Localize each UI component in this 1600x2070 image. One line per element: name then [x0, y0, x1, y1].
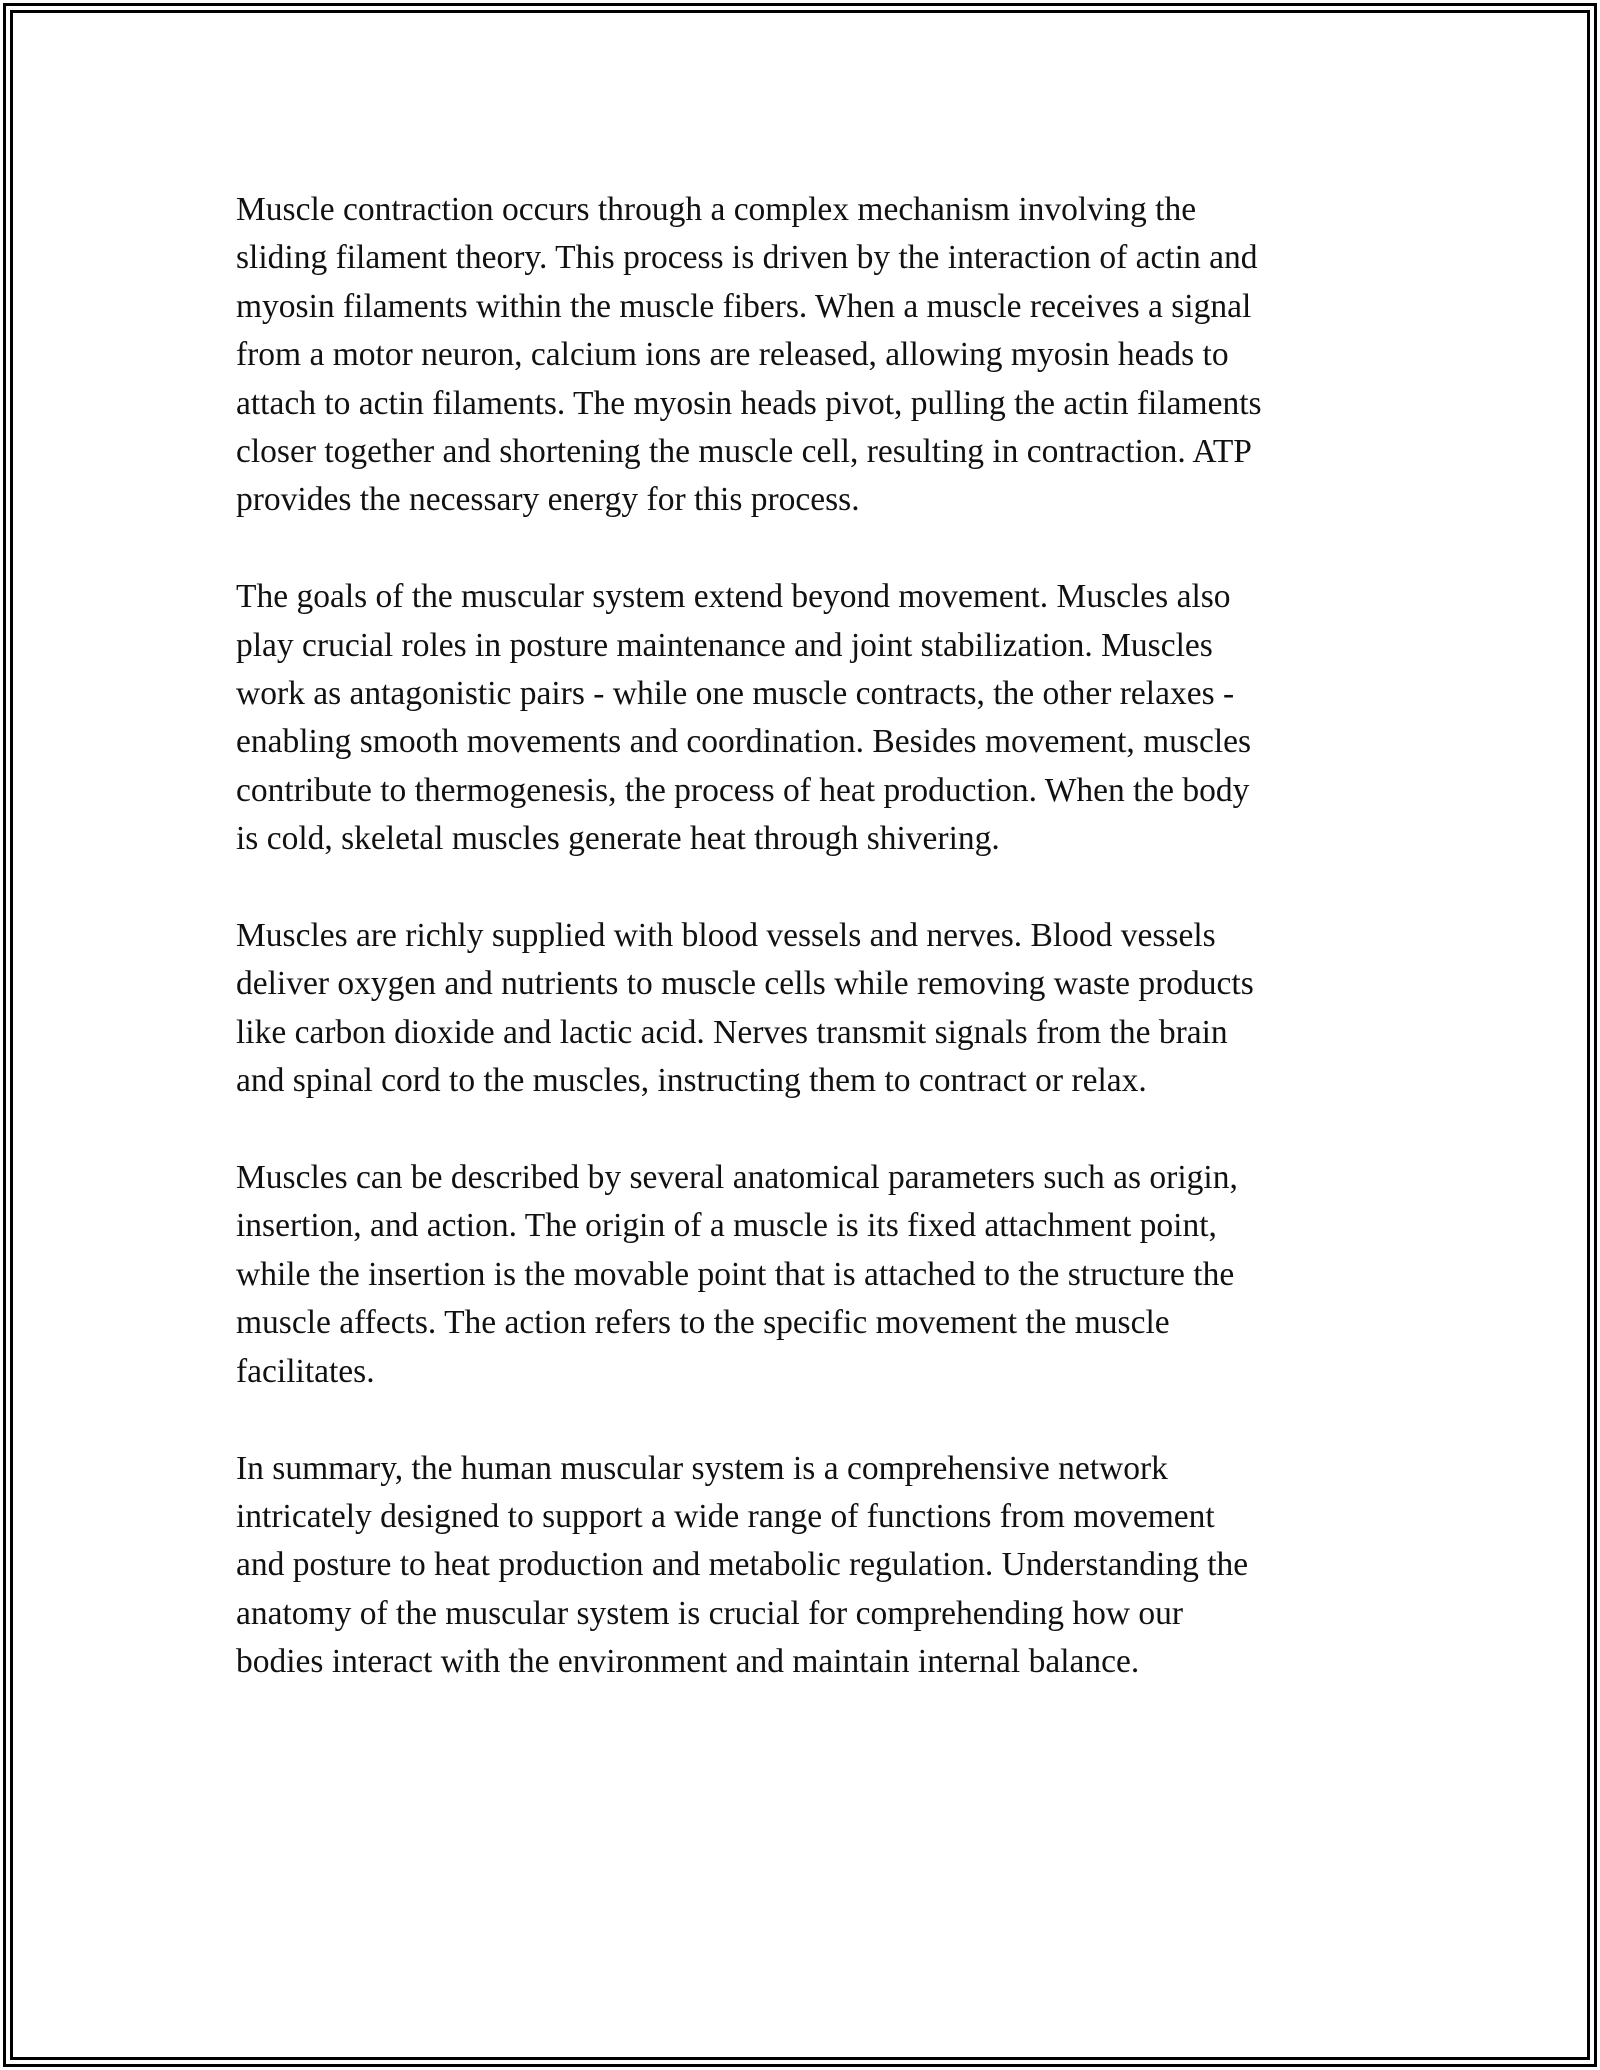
paragraph-line: from a motor neuron, calcium ions are released, allowing myosin heads to	[236, 336, 1229, 374]
paragraph-line: work as antagonistic pairs - while one muscle contracts, the other relaxes -	[236, 675, 1235, 713]
paragraph-line: play crucial roles in posture maintenance and joint stabilization. Muscles	[236, 626, 1213, 664]
paragraph-line: attach to actin filaments. The myosin heads pivot, pulling the actin filaments	[236, 384, 1262, 422]
paragraph-line: intricately designed to support a wide range of functions from movement	[236, 1497, 1215, 1535]
paragraph-line: sliding filament theory. This process is driven by the interaction of actin and	[236, 239, 1258, 277]
paragraph-line: deliver oxygen and nutrients to muscle cells while removing waste products	[236, 965, 1254, 1003]
paragraph-line: Muscles can be described by several anatomical parameters such as origin,	[236, 1159, 1238, 1197]
paragraph-line: like carbon dioxide and lactic acid. Nerves transmit signals from the brain	[236, 1013, 1228, 1051]
paragraph-line: muscle affects. The action refers to the specific movement the muscle	[236, 1304, 1170, 1342]
paragraph-line: Muscles are richly supplied with blood vessels and nerves. Blood vessels	[236, 917, 1216, 955]
paragraph-line: myosin filaments within the muscle fibers. When a muscle receives a signal	[236, 287, 1252, 325]
paragraph-line: anatomy of the muscular system is crucial for comprehending how our	[236, 1594, 1184, 1632]
paragraph-line: and posture to heat production and metabolic regulation. Understanding the	[236, 1546, 1249, 1584]
paragraph-goals	[236, 573, 1396, 863]
paragraph-line: Muscle contraction occurs through a complex mechanism involving the	[236, 191, 1197, 228]
paragraph-line: The goals of the muscular system extend beyond movement. Muscles also	[236, 578, 1231, 616]
paragraph-line: is cold, skeletal muscles generate heat through shivering.	[236, 820, 1000, 858]
paragraph-contraction	[236, 186, 1396, 525]
document-body	[236, 186, 1396, 1735]
paragraph-parameters	[236, 1154, 1396, 1396]
paragraph-line: while the insertion is the movable point that is attached to the structure the	[236, 1255, 1235, 1293]
paragraph-line: closer together and shortening the muscle cell, resulting in contraction. ATP	[236, 433, 1252, 471]
paragraph-line: contribute to thermogenesis, the process of heat production. When the body	[236, 771, 1250, 809]
paragraph-blood-nerves	[236, 912, 1396, 1106]
paragraph-line: provides the necessary energy for this process.	[236, 481, 860, 519]
paragraph-summary	[236, 1445, 1396, 1687]
paragraph-line: In summary, the human muscular system is a comprehensive network	[236, 1449, 1168, 1487]
paragraph-line: enabling smooth movements and coordination. Besides movement, muscles	[236, 723, 1252, 761]
paragraph-line: insertion, and action. The origin of a muscle is its fixed attachment point,	[236, 1207, 1217, 1245]
paragraph-line: bodies interact with the environment and maintain internal balance.	[236, 1643, 1140, 1681]
paragraph-line: and spinal cord to the muscles, instructing them to contract or relax.	[236, 1062, 1147, 1100]
paragraph-line: facilitates.	[236, 1352, 375, 1390]
